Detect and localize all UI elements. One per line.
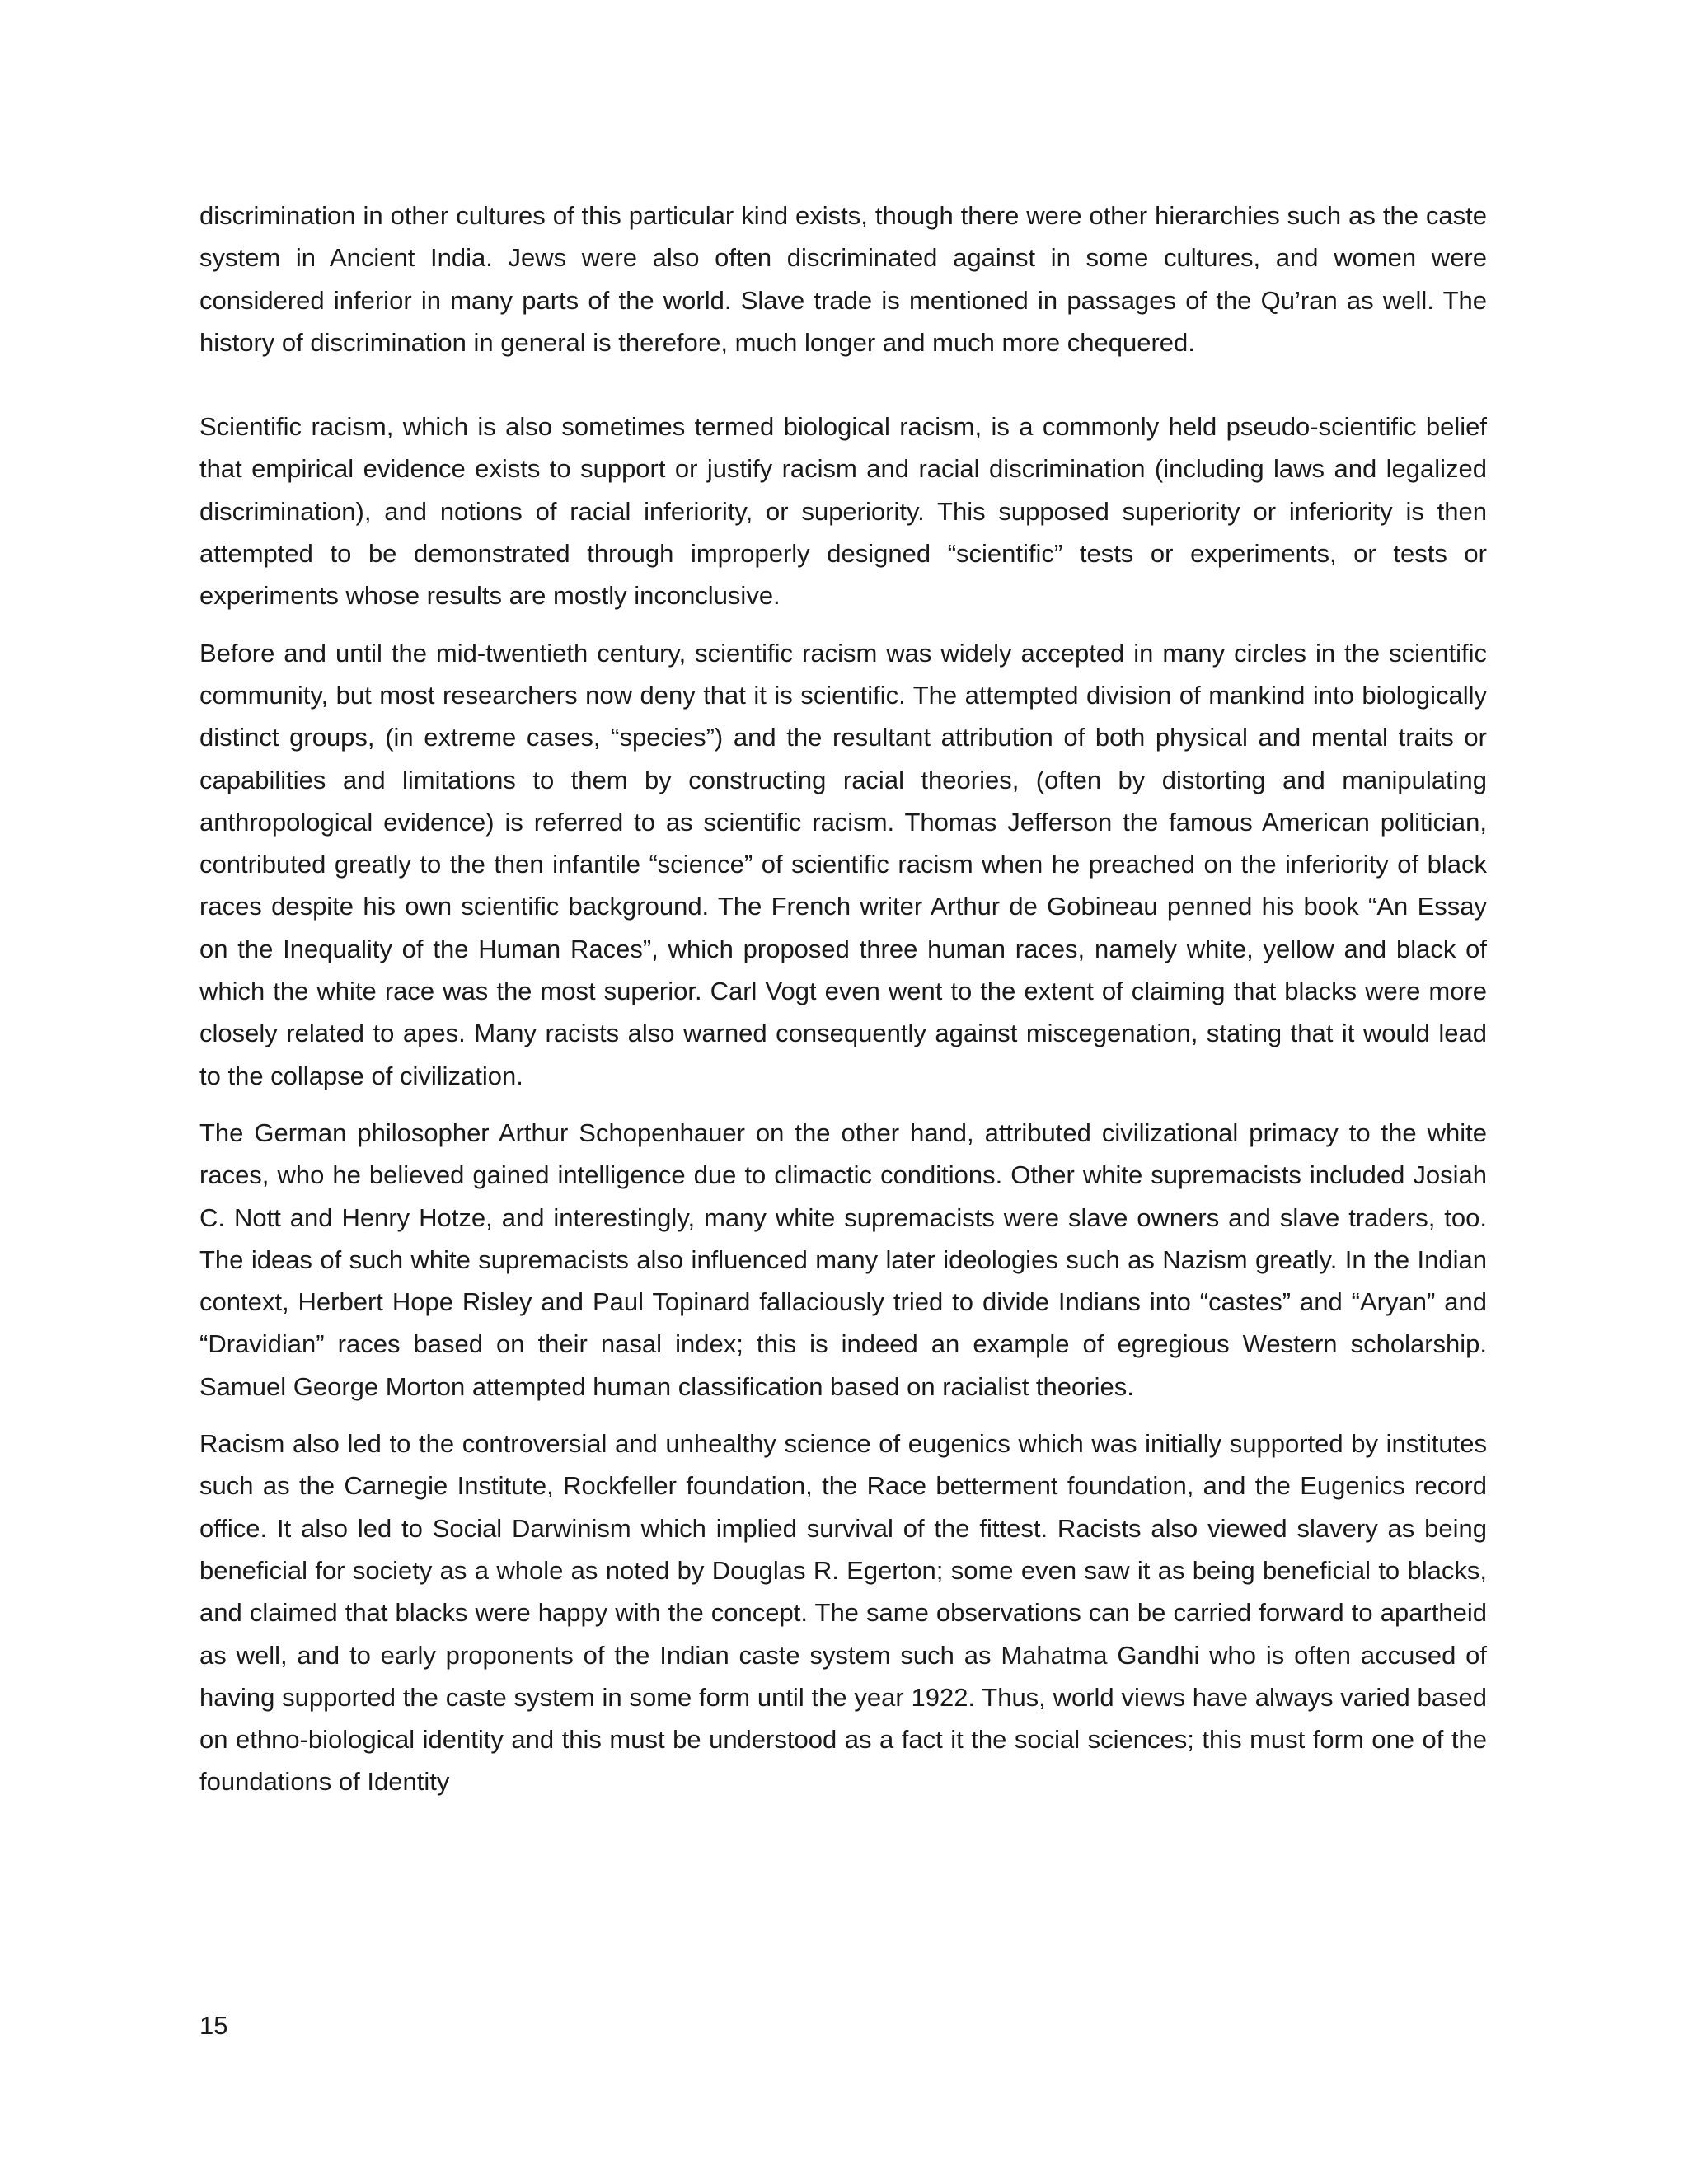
page-number: 15 [199, 2011, 228, 2040]
paragraph-mid-twentieth-century: Before and until the mid-twentieth century, scientific racism was widely accepted in many circles in the scientific community, but most researchers now deny that it is scientific. The attempted division of mankind into biologically distinct groups, (in extreme cases, “species”) and the resultant attribution of both physical and mental traits or capabilities and limitations to them by constructing racial theories, (often by distorting and manipulating anthropological evidence) is referred to as scientific racism. Thomas Jefferson the famous American politician, contributed greatly to the then infantile “science” of scientific racism when he preached on the inferiority of black races despite his own scientific background. The French writer Arthur de Gobineau penned his book “An Essay on the Inequality of the Human Races”, which proposed three human races, namely white, yellow and black of which the white race was the most superior. Carl Vogt even went to the extent of claiming that blacks were more closely related to apes. Many racists also warned consequently against miscegenation, stating that it would lead to the collapse of civilization. [199, 638, 1487, 1090]
paragraph-eugenics: Racism also led to the controversial and unhealthy science of eugenics which was initially supported by institutes such as the Carnegie Institute, Rockfeller foundation, the Race betterment foundation, and the Eugenics record office. It also led to Social Darwinism which implied survival of the fittest. Racists also viewed slavery as being beneficial for society as a whole as noted by Douglas R. Egerton; some even saw it as being beneficial to blacks, and claimed that blacks were happy with the concept. The same observations can be carried forward to apartheid as well, and to early proponents of the Indian caste system such as Mahatma Gandhi who is often accused of having supported the caste system in some form until the year 1922. Thus, world views have always varied based on ethno-biological identity and this must be understood as a fact it the social sciences; this must form one of the foundations of Identity [199, 1429, 1487, 1797]
paragraph-discrimination-history: discrimination in other cultures of this particular kind exists, though there were other hierarchies such as the caste system in Ancient India. Jews were also often discriminated against in some cultures, and women were considered inferior in many parts of the world. Slave trade is mentioned in passages of the Qu’ran as well. The history of discrimination in general is therefore, much longer and much more chequered. [199, 201, 1487, 357]
paragraph-scientific-racism-definition: Scientific racism, which is also sometimes termed biological racism, is a commonly held pseudo-scientific belief that empirical evidence exists to support or justify racism and racial discrimination (including laws and legalized discrimination), and notions of racial inferiority, or superiority. This supposed superiority or inferiority is then attempted to be demonstrated through improperly designed “scientific” tests or experiments, or tests or experiments whose results are mostly inconclusive. [199, 412, 1487, 611]
paragraph-schopenhauer: The German philosopher Arthur Schopenhauer on the other hand, attributed civilizational primacy to the white races, who he believed gained intelligence due to climactic conditions. Other white supremacists included Josiah C. Nott and Henry Hotze, and interestingly, many white supremacists were slave owners and slave traders, too. The ideas of such white supremacists also influenced many later ideologies such as Nazism greatly. In the Indian context, Herbert Hope Risley and Paul Topinard fallaciously tried to divide Indians into “castes” and “Aryan” and “Dravidian” races based on their nasal index; this is indeed an example of egregious Western scholarship. Samuel George Morton attempted human classification based on racialist theories. [199, 1118, 1487, 1401]
body-text [199, 194, 1487, 1803]
